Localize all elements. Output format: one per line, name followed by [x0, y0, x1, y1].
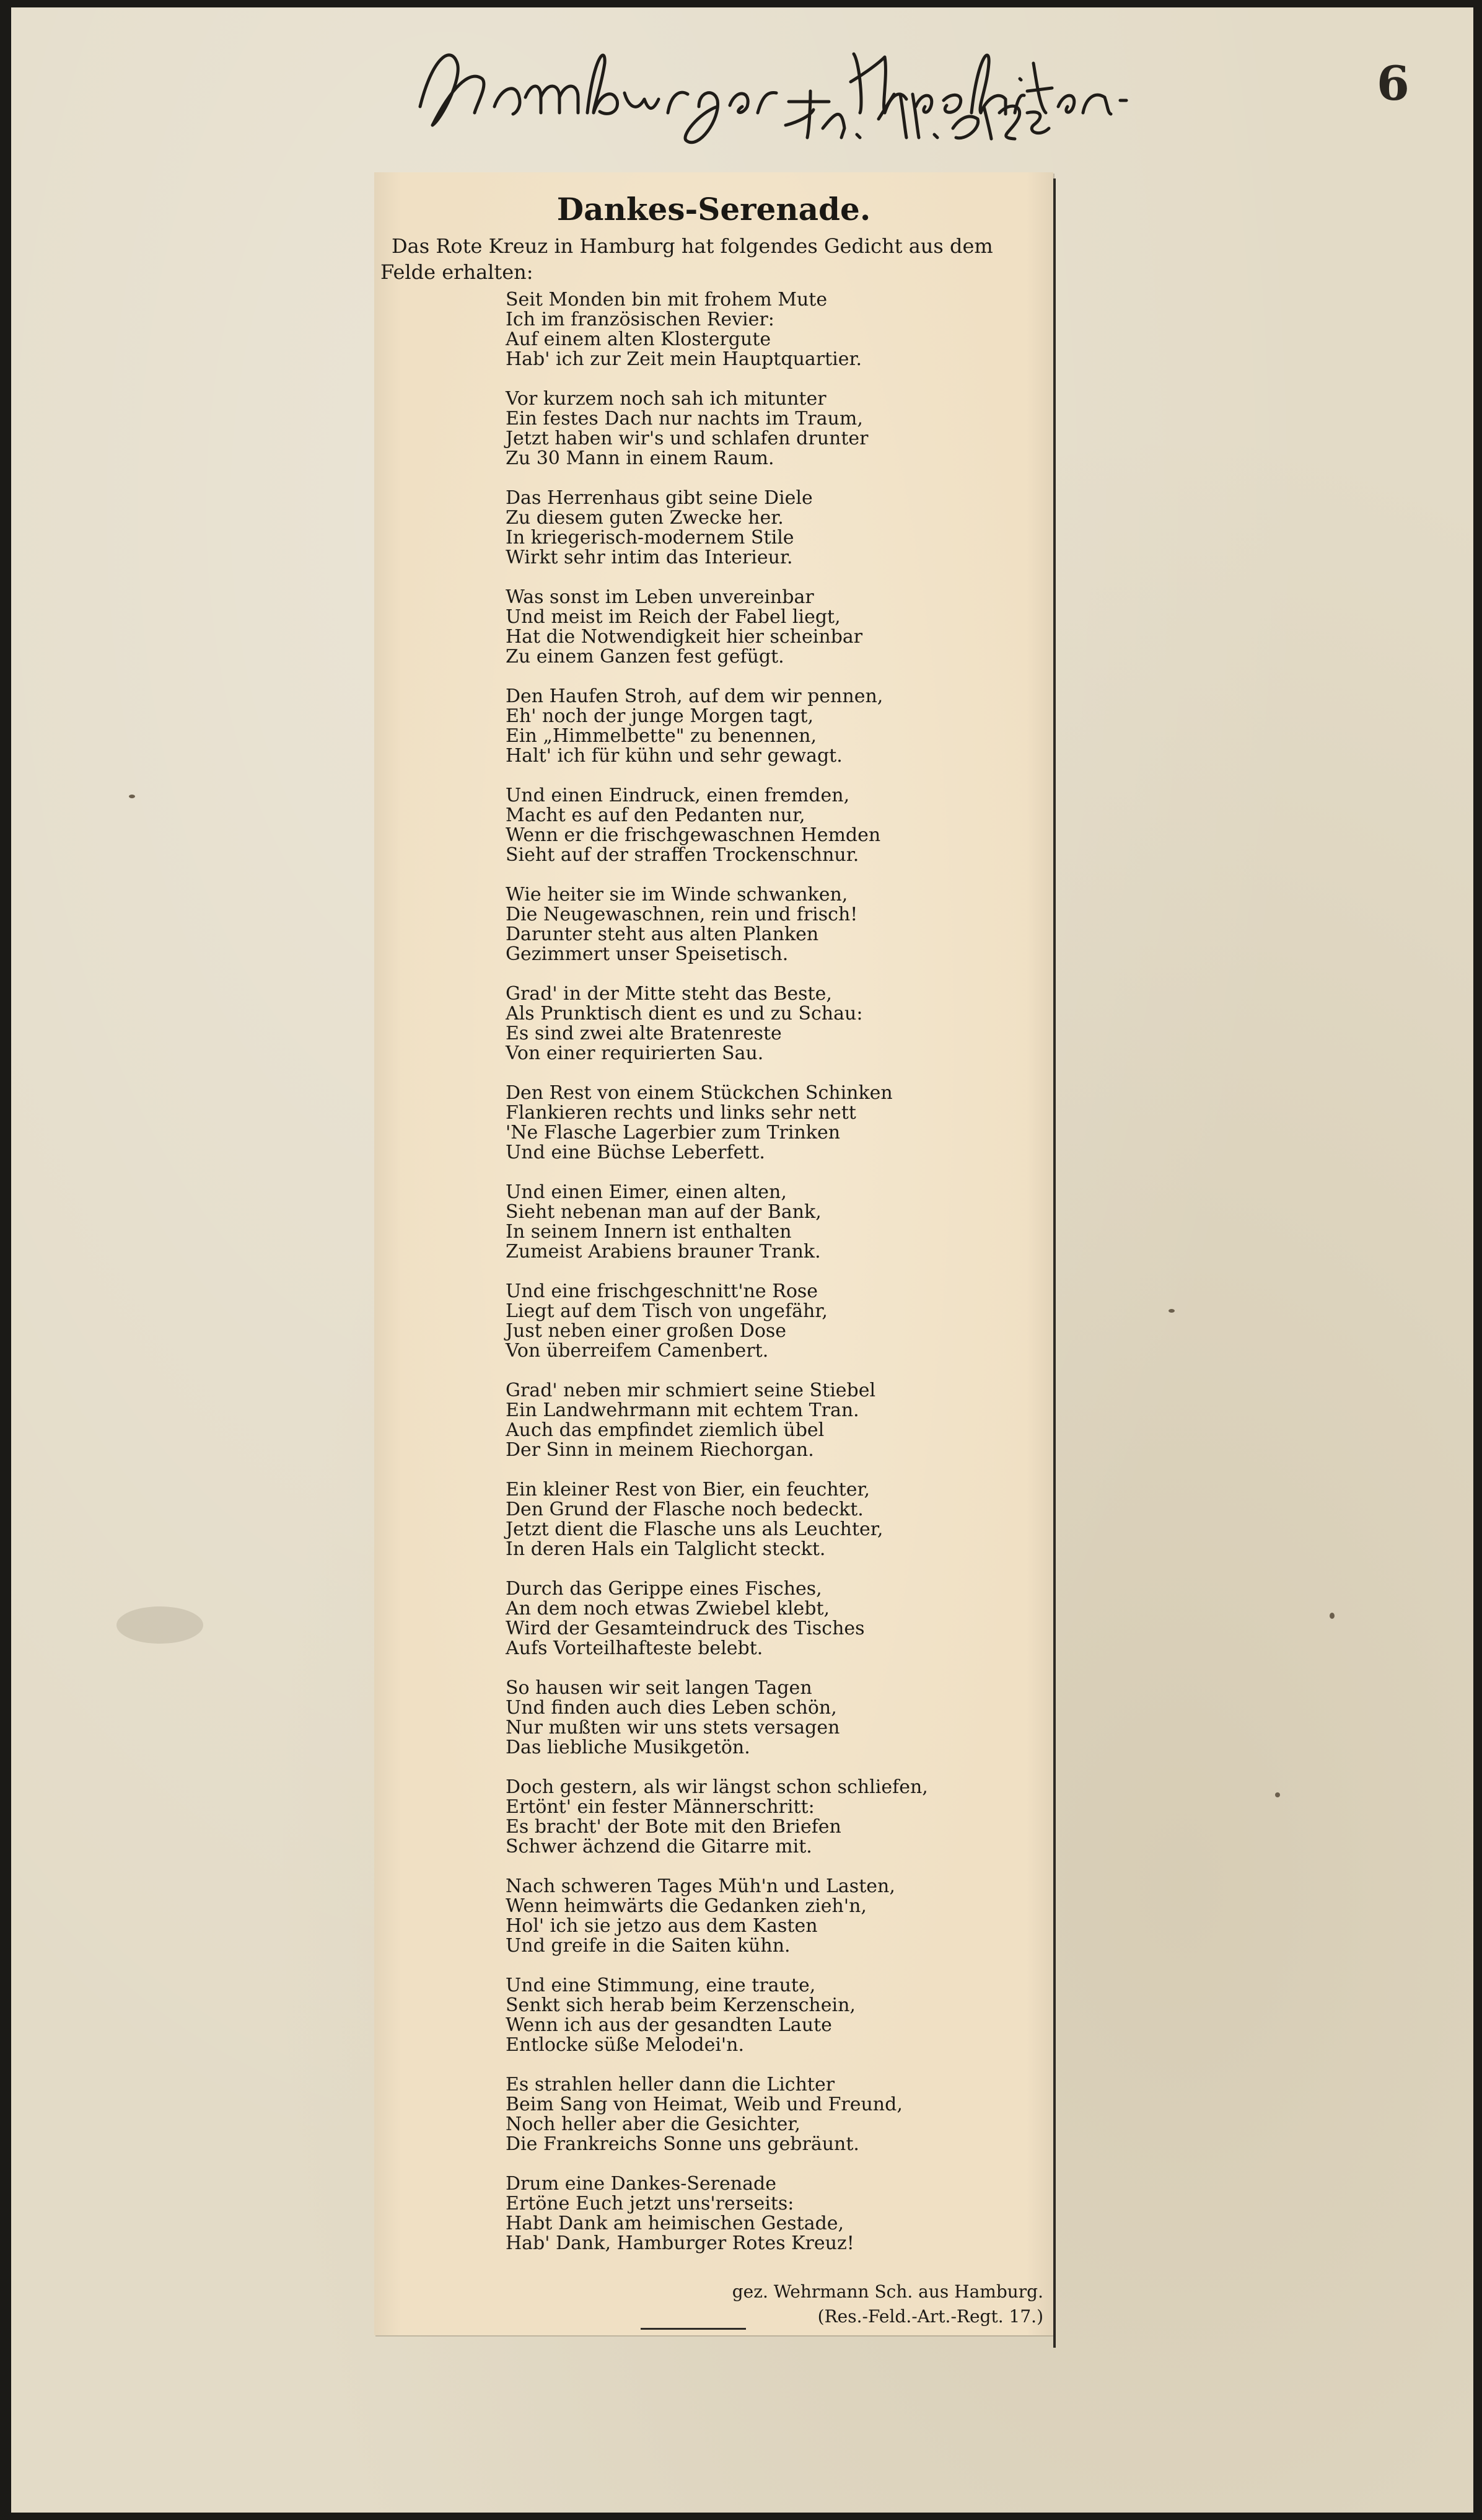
poem-line: Wird der Gesamteindruck des Tisches [506, 1618, 865, 1639]
poem-line: Von einer requirierten Sau. [506, 1042, 764, 1064]
poem-line: Hab' Dank, Hamburger Rotes Kreuz! [506, 2232, 854, 2254]
poem-line: Das liebliche Musikgetön. [506, 1737, 750, 1758]
poem-line: Auch das empfindet ziemlich übel [506, 1419, 825, 1441]
poem-line: Und einen Eimer, einen alten, [506, 1181, 787, 1203]
poem-line: Liegt auf dem Tisch von ungefähr, [506, 1300, 828, 1322]
poem-line: Zu 30 Mann in einem Raum. [506, 447, 774, 469]
poem-line: Jetzt dient die Flasche uns als Leuchter, [506, 1518, 884, 1540]
clipping-intro: Das Rote Kreuz in Hamburg hat folgendes Gedicht aus dem Felde erhalten: [380, 234, 993, 284]
poem-line: Auf einem alten Klostergute [506, 328, 771, 350]
poem-line: Als Prunktisch dient es und zu Schau: [506, 1003, 863, 1024]
poem-title: Dankes-Serenade. [556, 191, 871, 227]
poem-line: Wenn er die frischgewaschnen Hemden [506, 824, 881, 846]
poem-line: Halt' ich für kühn und sehr gewagt. [506, 745, 843, 767]
stanza-3 [506, 488, 1038, 568]
column-rule [1053, 178, 1056, 2348]
stanza-18 [506, 1976, 1038, 2055]
poem-line: Was sonst im Leben unvereinbar [506, 586, 814, 608]
signature-block [572, 2280, 1043, 2329]
poem-line: Hat die Notwendigkeit hier scheinbar [506, 626, 863, 648]
stanza-10 [506, 1183, 1038, 1262]
newspaper-clipping [374, 172, 1053, 2335]
poem-line: Drum eine Dankes-Serenade [506, 2173, 776, 2195]
stanza-15 [506, 1678, 1038, 1758]
poem-line: Ein „Himmelbette" zu benennen, [506, 725, 817, 747]
paper-speck [129, 795, 135, 798]
poem-line: Der Sinn in meinem Riechorgan. [506, 1439, 814, 1461]
poem-line: Sieht nebenan man auf der Bank, [506, 1201, 822, 1223]
stanza-6 [506, 786, 1038, 865]
poem-line: Vor kurzem noch sah ich mitunter [506, 388, 826, 410]
poem-line: Und eine frischgeschnitt'ne Rose [506, 1280, 818, 1302]
poem-line: 'Ne Flasche Lagerbier zum Trinken [506, 1122, 841, 1143]
poem-line: Seit Monden bin mit frohem Mute [506, 289, 828, 311]
poem-line: Ich im französischen Revier: [506, 309, 774, 330]
poem-line: Zu diesem guten Zwecke her. [506, 507, 784, 529]
stanza-17 [506, 1877, 1038, 1956]
stanza-20 [506, 2174, 1038, 2253]
paper-speck [1275, 1792, 1280, 1797]
poem-line: Es bracht' der Bote mit den Briefen [506, 1816, 841, 1838]
stanza-5 [506, 687, 1038, 766]
paper-speck [1330, 1613, 1335, 1619]
poem-line: Senkt sich herab beim Kerzenschein, [506, 1994, 856, 2016]
poem-line: Wenn ich aus der gesandten Laute [506, 2014, 832, 2036]
stanza-12 [506, 1381, 1038, 1460]
poem-line: Habt Dank am heimischen Gestade, [506, 2213, 844, 2234]
poem-line: Die Frankreichs Sonne uns gebräunt. [506, 2133, 859, 2155]
stanza-19 [506, 2075, 1038, 2154]
poem-line: Wirkt sehr intim das Interieur. [506, 547, 793, 568]
poem-line: Und eine Büchse Leberfett. [506, 1142, 765, 1163]
poem-line: Macht es auf den Pedanten nur, [506, 804, 805, 826]
poem-line: Ertönt' ein fester Männerschritt: [506, 1796, 815, 1818]
signature-name: gez. Wehrmann Sch. aus Hamburg. [732, 2281, 1043, 2302]
poem-line: Durch das Gerippe eines Fisches, [506, 1578, 822, 1600]
poem-line: Just neben einer großen Dose [506, 1320, 787, 1342]
poem-line: Und einen Eindruck, einen fremden, [506, 785, 850, 806]
stanza-1 [506, 290, 1038, 369]
poem-line: So hausen wir seit langen Tagen [506, 1677, 812, 1699]
poem-line: Hol' ich sie jetzo aus dem Kasten [506, 1915, 818, 1937]
poem-line: Wie heiter sie im Winde schwanken, [506, 884, 848, 905]
paper-stain [116, 1606, 203, 1644]
poem-line: Noch heller aber die Gesichter, [506, 2113, 800, 2135]
poem-line: Ertöne Euch jetzt uns'rerseits: [506, 2193, 794, 2214]
poem-line: An dem noch etwas Zwiebel klebt, [506, 1598, 830, 1619]
poem-line: Zumeist Arabiens brauner Trank. [506, 1241, 821, 1262]
poem-line: Den Haufen Stroh, auf dem wir pennen, [506, 685, 884, 707]
poem-line: Jetzt haben wir's und schlafen drunter [506, 428, 869, 449]
handwriting-scribble [408, 20, 1170, 150]
poem-line: Das Herrenhaus gibt seine Diele [506, 487, 813, 509]
poem-line: Hab' ich zur Zeit mein Hauptquartier. [506, 348, 862, 370]
poem-line: Beim Sang von Heimat, Weib und Freund, [506, 2094, 903, 2115]
poem-line: Es strahlen heller dann die Lichter [506, 2074, 835, 2095]
poem-line: Nach schweren Tages Müh'n und Lasten, [506, 1875, 895, 1897]
poem-line: Zu einem Ganzen fest gefügt. [506, 646, 784, 667]
poem-line: Grad' neben mir schmiert seine Stiebel [506, 1380, 876, 1401]
stanza-7 [506, 885, 1038, 964]
signature-regiment: (Res.-Feld.-Art.-Regt. 17.) [817, 2306, 1043, 2327]
poem-line: Und eine Stimmung, eine traute, [506, 1975, 816, 1996]
poem-line: Den Rest von einem Stückchen Schinken [506, 1082, 893, 1104]
poem-line: Ein kleiner Rest von Bier, ein feuchter, [506, 1479, 870, 1500]
poem-line: Schwer ächzend die Gitarre mit. [506, 1836, 812, 1857]
stanza-11 [506, 1282, 1038, 1361]
poem-line: Die Neugewaschnen, rein und frisch! [506, 904, 858, 925]
poem-line: Gezimmert unser Speisetisch. [506, 943, 789, 965]
page-number: 6 [1377, 56, 1410, 111]
poem-line: Grad' in der Mitte steht das Beste, [506, 983, 832, 1005]
poem-line: In seinem Innern ist enthalten [506, 1221, 792, 1243]
end-rule [641, 2328, 746, 2330]
poem-line: In kriegerisch-modernem Stile [506, 527, 794, 548]
paper-speck [1168, 1309, 1175, 1313]
poem-line: Und finden auch dies Leben schön, [506, 1697, 837, 1719]
stanza-14 [506, 1579, 1038, 1659]
stanza-9 [506, 1083, 1038, 1163]
poem-line: Es sind zwei alte Bratenreste [506, 1023, 782, 1044]
poem-line: Darunter steht aus alten Planken [506, 923, 819, 945]
stanza-8 [506, 984, 1038, 1064]
poem-line: Und meist im Reich der Fabel liegt, [506, 606, 841, 628]
poem-line: Wenn heimwärts die Gedanken zieh'n, [506, 1895, 867, 1917]
stanza-16 [506, 1778, 1038, 1857]
handwritten-source-note [408, 20, 1170, 150]
stanza-4 [506, 588, 1038, 667]
poem-line: Aufs Vorteilhafteste belebt. [506, 1637, 763, 1659]
poem-line: Sieht auf der straffen Trockenschnur. [506, 844, 859, 866]
poem-line: Doch gestern, als wir längst schon schliefen, [506, 1776, 928, 1798]
poem-line: Nur mußten wir uns stets versagen [506, 1717, 840, 1738]
poem-line: Den Grund der Flasche noch bedeckt. [506, 1499, 864, 1520]
poem-line: In deren Hals ein Talglicht steckt. [506, 1538, 826, 1560]
poem-line: Von überreifem Camenbert. [506, 1340, 769, 1362]
poem-line: Flankieren rechts und links sehr nett [506, 1102, 856, 1124]
poem-line: Entlocke süße Melodei'n. [506, 2034, 745, 2056]
poem-line: Ein festes Dach nur nachts im Traum, [506, 408, 863, 430]
poem-line: Und greife in die Saiten kühn. [506, 1935, 791, 1957]
poem-line: Eh' noch der junge Morgen tagt, [506, 705, 813, 727]
stanza-2 [506, 389, 1038, 469]
poem-line: Ein Landwehrmann mit echtem Tran. [506, 1399, 859, 1421]
stanza-13 [506, 1480, 1038, 1559]
